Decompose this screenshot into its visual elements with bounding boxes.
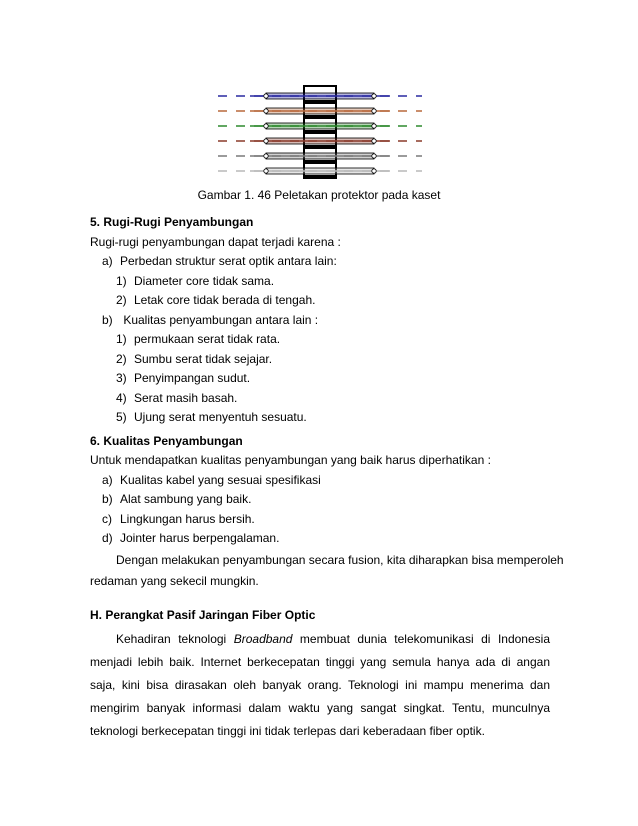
holder-slot [304, 100, 336, 104]
spacer [90, 592, 550, 600]
list-item-b [90, 311, 550, 331]
list-item [90, 369, 550, 389]
list-item [90, 490, 550, 510]
list-marker: 1) [116, 273, 127, 288]
holder-slot [304, 115, 336, 119]
protector-end-cap [372, 124, 376, 128]
protector-end-cap [264, 154, 268, 158]
holder-slot [304, 160, 336, 164]
splice-protector [266, 93, 374, 99]
section-h-heading: H. Perangkat Pasif Jaringan Fiber Optic [90, 607, 316, 622]
list-marker: d) [102, 531, 113, 545]
list-marker: a) [102, 254, 113, 268]
list-text: Kualitas kabel yang sesuai spesifikasi [120, 472, 321, 487]
section-6-paragraph-line-1: Dengan melakukan penyambungan secara fusion, kita diharapkan bisa memperoleh [116, 552, 564, 567]
list-text: permukaan serat tidak rata. [134, 332, 281, 346]
list-text: Lingkungan harus bersih. [120, 511, 255, 526]
list-text: Penyimpangan sudut. [134, 371, 251, 385]
holder-slot [304, 145, 336, 149]
section-6-heading: 6. Kualitas Penyambungan [90, 433, 243, 448]
protector-end-cap [264, 94, 268, 98]
list-text: Serat masih basah. [134, 390, 238, 405]
protector-end-cap [264, 169, 268, 173]
paragraph-text: Kehadiran teknologi [116, 632, 234, 646]
list-text: Alat sambung yang baik. [120, 492, 252, 506]
section-h-paragraph [90, 628, 550, 743]
document-body [90, 213, 564, 743]
list-item [90, 471, 550, 491]
list-text: Diameter core tidak sama. [134, 273, 275, 288]
protector-end-cap [372, 109, 376, 113]
section-5-heading: 5. Rugi-Rugi Penyambungan [90, 215, 254, 229]
list-item-a [90, 252, 550, 272]
list-text: Jointer harus berpengalaman. [120, 531, 280, 545]
section-5-intro: Rugi-rugi penyambungan dapat terjadi karena : [90, 234, 341, 249]
list-marker: c) [102, 511, 112, 526]
list-text: Letak core tidak berada di tengah. [134, 293, 316, 307]
list-item [90, 330, 550, 350]
holder-slot [304, 175, 336, 179]
protector-end-cap [372, 154, 376, 158]
section-6-paragraph-line-2: redaman yang sekecil mungkin. [90, 574, 259, 588]
section-6-intro: Untuk mendapatkan kualitas penyambungan yang baik harus diperhatikan : [90, 453, 491, 467]
list-marker: 3) [116, 371, 127, 385]
list-marker: b) [102, 312, 113, 327]
list-marker: a) [102, 472, 113, 487]
splice-protector [266, 108, 374, 114]
list-item [90, 350, 550, 370]
list-marker: 2) [116, 351, 127, 366]
paragraph-italic-term: Broadband [233, 632, 293, 646]
list-item [90, 272, 550, 292]
list-marker: b) [102, 492, 113, 506]
splice-protector [266, 153, 374, 159]
list-item [90, 529, 550, 549]
protector-end-cap [264, 139, 268, 143]
list-item [90, 389, 550, 409]
list-marker: 2) [116, 293, 127, 307]
protector-end-cap [372, 139, 376, 143]
list-text: Ujung serat menyentuh sesuatu. [134, 410, 307, 424]
list-marker: 1) [116, 332, 127, 346]
list-text: Sumbu serat tidak sejajar. [134, 351, 273, 366]
list-text: Kualitas penyambungan antara lain : [120, 312, 319, 327]
figure-caption: Gambar 1. 46 Peletakan protektor pada kaset [197, 188, 441, 202]
holder-slot [304, 130, 336, 134]
protector-end-cap [372, 169, 376, 173]
splice-protector [266, 123, 374, 129]
list-marker: 4) [116, 390, 127, 405]
protector-end-cap [264, 109, 268, 113]
splice-protector [266, 168, 374, 174]
list-item [90, 510, 550, 530]
paragraph-text: membuat dunia telekomunikasi di Indonesia menjadi lebih baik. Internet berkecepatan tinggi yang semula hanya ada di angan saja, kini bisa dirasakan oleh banyak orang. Teknologi ini mampu menerima dan mengirim banyak informasi dalam waktu yang sangat singkat. Tentu, munculnya teknologi berkecepatan tinggi ini tidak terlepas dari keberadaan fiber optik. [90, 632, 550, 738]
list-text: Perbedan struktur serat optik antara lain: [120, 254, 337, 268]
protector-end-cap [372, 94, 376, 98]
list-item [90, 291, 550, 311]
fiber-lines [218, 86, 422, 179]
list-marker: 5) [116, 410, 127, 424]
protector-end-cap [264, 124, 268, 128]
list-item [90, 408, 550, 428]
splice-cassette-figure [210, 84, 430, 184]
splice-protector [266, 138, 374, 144]
